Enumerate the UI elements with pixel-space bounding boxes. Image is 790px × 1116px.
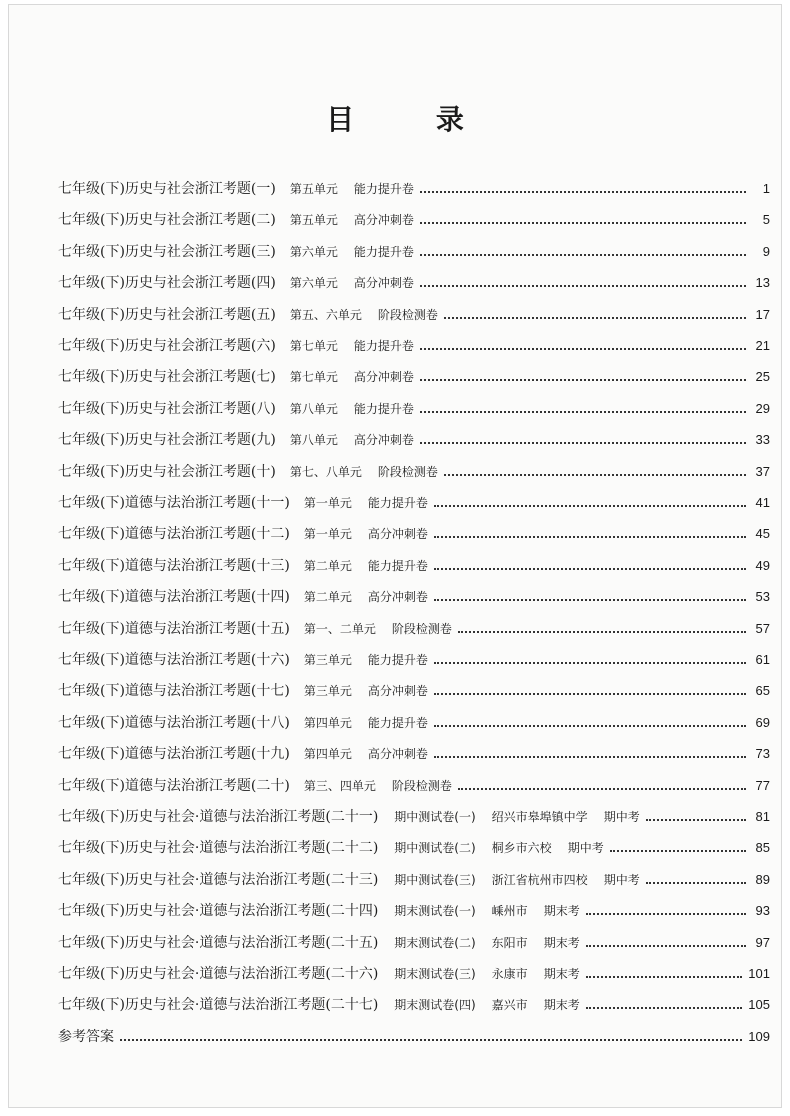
toc-entry-type: 期末测试卷(四)	[394, 998, 476, 1013]
toc-entry-title: 七年级(下)道德与法治浙江考题(十一)	[58, 495, 290, 511]
toc-entry	[58, 1026, 770, 1046]
dot-leader	[458, 630, 746, 633]
toc-entry-type: 高分冲刺卷	[353, 213, 414, 228]
toc-entry-title: 七年级(下)道德与法治浙江考题(十八)	[58, 714, 290, 731]
toc-entry-unit: 第八单元	[289, 401, 338, 416]
toc-entry	[58, 712, 770, 732]
toc-entry-page-number: 25	[755, 369, 770, 385]
toc-entry-title: 七年级(下)道德与法治浙江考题(十二)	[58, 526, 290, 543]
toc-entry-exam: 期末考	[543, 967, 580, 981]
toc-entry	[58, 900, 770, 920]
toc-entry-page-number: 73	[755, 746, 770, 762]
toc-entry-exam: 期中考	[603, 810, 640, 824]
toc-entry-type: 高分冲刺卷	[353, 433, 414, 448]
toc-entry-page-number: 13	[755, 275, 770, 291]
toc-entry-page-number: 93	[755, 903, 770, 919]
toc-entry-type: 高分冲刺卷	[367, 684, 428, 699]
dot-leader	[420, 378, 746, 381]
dot-leader	[420, 347, 746, 350]
toc-entry-page-number: 109	[748, 1028, 770, 1044]
toc-entry	[58, 932, 770, 952]
toc-entry-page-number: 33	[755, 432, 770, 448]
toc-entry-title: 七年级(下)历史与社会·道德与法治浙江考题(二十三)	[58, 871, 379, 888]
toc-entry-page-number: 21	[755, 338, 770, 353]
toc-entry-page-number: 97	[755, 934, 770, 950]
toc-entry-page-number: 37	[755, 463, 770, 479]
dot-leader	[434, 724, 746, 727]
toc-entry	[58, 335, 770, 355]
toc-entry-exam: 期中考	[603, 872, 640, 887]
toc-entry-page-number: 105	[748, 997, 770, 1013]
toc-entry	[58, 429, 770, 449]
toc-entry-title: 七年级(下)历史与社会浙江考题(七)	[58, 369, 276, 386]
toc-entry-type: 高分冲刺卷	[367, 747, 428, 762]
toc-entry-type: 高分冲刺卷	[353, 276, 414, 291]
toc-entry-type: 阶段检测卷	[377, 464, 438, 479]
toc-entry-page-number: 85	[755, 840, 770, 856]
toc-entry-type: 能力提升卷	[353, 182, 414, 196]
dot-leader	[434, 755, 746, 758]
dot-leader	[434, 504, 746, 507]
toc-entry-unit: 第七单元	[289, 370, 338, 385]
toc-entry-school: 东阳市	[491, 935, 528, 950]
toc-entry-type: 期末测试卷(二)	[394, 935, 476, 950]
toc-entry-title: 七年级(下)道德与法治浙江考题(十六)	[58, 652, 290, 668]
dot-leader	[120, 1038, 742, 1041]
dot-leader	[458, 787, 746, 790]
toc-entry-school: 永康市	[491, 967, 528, 981]
toc-entry-title: 七年级(下)历史与社会·道德与法治浙江考题(二十七)	[58, 997, 379, 1014]
dot-leader	[586, 975, 743, 978]
toc-entry-unit: 第一、二单元	[303, 621, 376, 636]
dot-leader	[434, 692, 746, 695]
toc-entry-title: 七年级(下)道德与法治浙江考题(十四)	[58, 589, 290, 606]
toc-entry-type: 高分冲刺卷	[367, 527, 428, 542]
toc-entry-title: 七年级(下)道德与法治浙江考题(二十)	[58, 777, 290, 794]
toc-entry-type: 能力提升卷	[353, 339, 414, 353]
dot-leader	[434, 535, 746, 538]
toc-entry-unit: 第三单元	[303, 653, 352, 667]
toc-entry-page-number: 69	[755, 714, 770, 730]
toc-entry	[58, 398, 770, 418]
dot-leader	[420, 410, 746, 413]
toc-entry	[58, 743, 770, 763]
toc-entry-title: 七年级(下)历史与社会·道德与法治浙江考题(二十一)	[58, 809, 379, 825]
dot-leader	[444, 473, 746, 476]
toc-entry-unit: 第二单元	[303, 590, 352, 605]
toc-entry-type: 能力提升卷	[367, 653, 428, 667]
toc-entry-page-number: 65	[755, 683, 770, 699]
toc-entry-page-number: 57	[755, 620, 770, 636]
toc-entry-type: 阶段检测卷	[391, 621, 452, 636]
toc-entry-school: 嵊州市	[491, 904, 528, 919]
toc-entry-type: 能力提升卷	[367, 715, 428, 730]
toc-entry	[58, 209, 770, 229]
dot-leader	[434, 661, 746, 664]
toc-entry-type: 能力提升卷	[367, 558, 428, 573]
toc-entry-title: 七年级(下)历史与社会浙江考题(八)	[58, 400, 276, 417]
toc-entry-page-number: 29	[755, 400, 770, 416]
toc-entry	[58, 304, 770, 324]
toc-entry-title: 参考答案	[58, 1028, 114, 1045]
toc-entry-unit: 第五、六单元	[289, 307, 362, 322]
toc-entry-type: 期中测试卷(二)	[394, 841, 476, 856]
toc-entry-title: 七年级(下)历史与社会浙江考题(六)	[58, 338, 276, 354]
toc-entry	[58, 178, 770, 198]
dot-leader	[586, 1006, 743, 1009]
toc-entry-type: 期末测试卷(三)	[394, 967, 476, 981]
toc-entry-title: 七年级(下)历史与社会浙江考题(四)	[58, 275, 276, 292]
toc-entry-type: 能力提升卷	[353, 401, 414, 416]
toc-entry-title: 七年级(下)历史与社会浙江考题(二)	[58, 212, 276, 229]
dot-leader	[586, 944, 746, 947]
toc-entry-page-number: 49	[755, 557, 770, 573]
toc-entry-unit: 第一单元	[303, 527, 352, 542]
toc-entry-school: 浙江省杭州市四校	[491, 872, 588, 887]
toc-entry-unit: 第二单元	[303, 558, 352, 573]
toc-entry	[58, 555, 770, 575]
toc-entry-exam: 期末考	[543, 998, 580, 1013]
toc-entry	[58, 272, 770, 292]
dot-leader	[420, 221, 746, 224]
toc-entry-title: 七年级(下)历史与社会浙江考题(五)	[58, 306, 276, 323]
toc-entry-title: 七年级(下)道德与法治浙江考题(十五)	[58, 620, 290, 637]
toc-entry-title: 七年级(下)历史与社会浙江考题(十)	[58, 463, 276, 480]
toc-entry-title: 七年级(下)历史与社会·道德与法治浙江考题(二十二)	[58, 840, 379, 857]
dot-leader	[420, 284, 746, 287]
toc-entry-type: 期中测试卷(三)	[394, 872, 476, 887]
toc-entry	[58, 680, 770, 700]
toc-entry-unit: 第六单元	[289, 244, 338, 259]
toc-entry-unit: 第七单元	[289, 339, 338, 353]
toc-entry-exam: 期末考	[543, 904, 580, 919]
toc-entry-page-number: 5	[762, 212, 770, 228]
toc-entry	[58, 586, 770, 606]
toc-entry-page-number: 101	[748, 966, 770, 981]
dot-leader	[434, 598, 746, 601]
toc-entry-page-number: 17	[755, 306, 770, 322]
toc-entry	[58, 523, 770, 543]
toc-entry-school: 桐乡市六校	[491, 841, 552, 856]
dot-leader	[434, 567, 746, 570]
toc-entry	[58, 837, 770, 857]
toc-entry-page-number: 77	[755, 777, 770, 793]
toc-entry-unit: 第五单元	[289, 213, 338, 228]
toc-entry-page-number: 53	[755, 589, 770, 605]
toc-entry-page-number: 89	[755, 871, 770, 887]
toc-entry-unit: 第三单元	[303, 684, 352, 699]
toc-entry-unit: 第六单元	[289, 276, 338, 291]
toc-entry-type: 能力提升卷	[367, 496, 428, 510]
toc-entry-unit: 第四单元	[303, 747, 352, 762]
toc-entry-type: 高分冲刺卷	[353, 370, 414, 385]
dot-leader	[420, 190, 746, 193]
toc-entry	[58, 241, 770, 261]
toc-entry-type: 能力提升卷	[353, 244, 414, 259]
toc-entry-school: 嘉兴市	[491, 998, 528, 1013]
toc-entry-exam: 期末考	[543, 935, 580, 950]
toc-entry	[58, 806, 770, 826]
toc-entry-page-number: 61	[755, 652, 770, 667]
toc-entry-title: 七年级(下)历史与社会·道德与法治浙江考题(二十四)	[58, 903, 379, 920]
toc-entry	[58, 618, 770, 638]
toc-entry	[58, 775, 770, 795]
toc-entry-title: 七年级(下)道德与法治浙江考题(十三)	[58, 557, 290, 574]
toc-entry-unit: 第三、四单元	[303, 778, 376, 793]
toc-entry-title: 七年级(下)历史与社会·道德与法治浙江考题(二十五)	[58, 934, 379, 951]
toc-entry-page-number: 81	[755, 809, 770, 824]
toc-entry	[58, 492, 770, 512]
toc-entry-type: 期末测试卷(一)	[394, 904, 476, 919]
dot-leader	[444, 316, 746, 319]
dot-leader	[646, 818, 746, 821]
toc-entry	[58, 461, 770, 481]
toc-entry-unit: 第五单元	[289, 182, 338, 196]
toc-entry-title: 七年级(下)历史与社会浙江考题(三)	[58, 243, 276, 260]
dot-leader	[646, 881, 746, 884]
toc-entry-page-number: 45	[755, 526, 770, 542]
toc-entry-exam: 期中考	[567, 841, 604, 856]
dot-leader	[420, 253, 746, 256]
toc-entry-title: 七年级(下)道德与法治浙江考题(十九)	[58, 746, 290, 763]
toc-entry-title: 七年级(下)道德与法治浙江考题(十七)	[58, 683, 290, 700]
toc-entry-type: 高分冲刺卷	[367, 590, 428, 605]
toc-entry	[58, 869, 770, 889]
toc-entry-type: 阶段检测卷	[391, 778, 452, 793]
toc-entry-unit: 第四单元	[303, 715, 352, 730]
dot-leader	[586, 912, 746, 915]
toc-entry	[58, 649, 770, 669]
dot-leader	[610, 849, 746, 852]
page-title: 目 录	[326, 103, 500, 136]
toc-entry-type: 阶段检测卷	[377, 307, 438, 322]
toc-entry-unit: 第一单元	[303, 496, 352, 510]
toc-entry-school: 绍兴市皋埠镇中学	[491, 810, 588, 824]
toc-entry-unit: 第八单元	[289, 433, 338, 448]
toc-entry-page-number: 41	[755, 495, 770, 510]
toc-entry-title: 七年级(下)历史与社会浙江考题(一)	[58, 181, 276, 197]
toc-entry	[58, 994, 770, 1014]
toc-entry-page-number: 1	[762, 181, 770, 196]
toc-entry	[58, 366, 770, 386]
toc-entry-type: 期中测试卷(一)	[394, 810, 476, 824]
toc-entry-title: 七年级(下)历史与社会·道德与法治浙江考题(二十六)	[58, 966, 379, 982]
toc-entry	[58, 963, 770, 983]
toc-entry-unit: 第七、八单元	[289, 464, 362, 479]
dot-leader	[420, 441, 746, 444]
toc-entry-page-number: 9	[762, 243, 770, 259]
toc-entry-title: 七年级(下)历史与社会浙江考题(九)	[58, 432, 276, 449]
